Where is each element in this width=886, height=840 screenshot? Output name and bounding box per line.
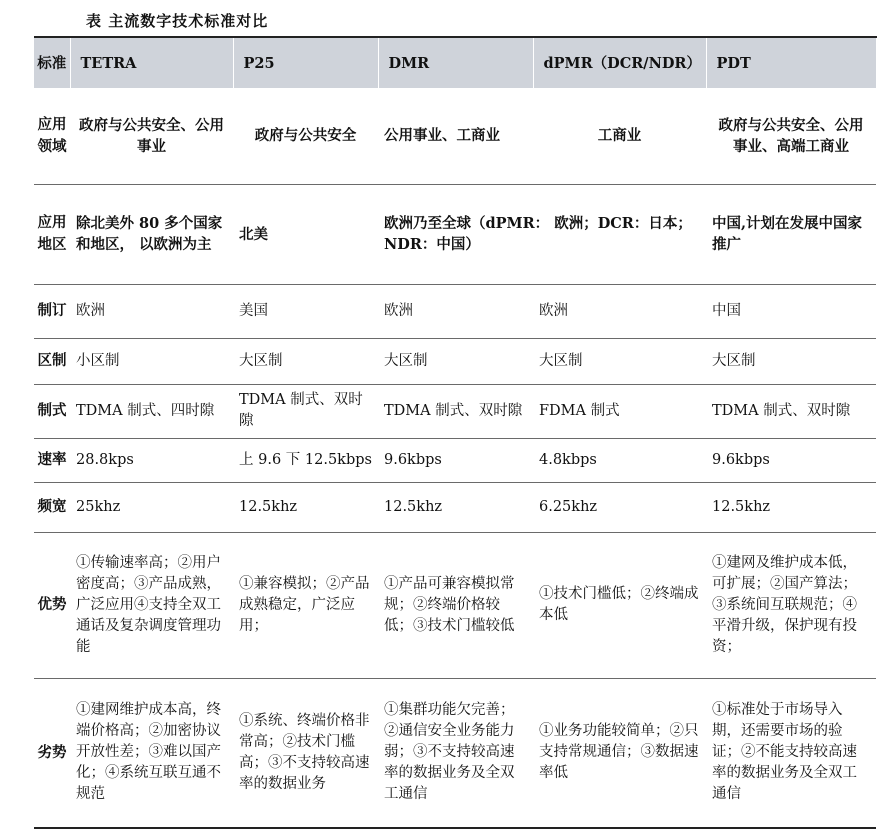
table-cell: 12.5khz [712, 498, 771, 515]
header-pdt: PDT [706, 37, 876, 88]
header-dpmr: dPMR（DCR/NDR） [533, 37, 706, 88]
table-header-row [34, 37, 876, 88]
table-cell: TDMA 制式、双时隙 [712, 402, 851, 419]
standards-comparison-table [34, 36, 877, 829]
table-cell: TDMA 制式、双时隙 [239, 392, 363, 429]
table-cell: 欧洲 [76, 302, 105, 319]
table-cell: 政府与公共安全 [254, 127, 357, 145]
table-cell: 9.6kbps [384, 451, 442, 468]
table-cell: ①标准处于市场导入期，还需要市场的验证；②不能支持较高速率的数据业务及全双工通信 [712, 702, 857, 803]
table-cell: 美国 [239, 302, 268, 319]
row-label: 应用地区 [37, 214, 67, 253]
table-cell: ①建网及维护成本低，可扩展；②国产算法；③系统间互联规范；④平滑升级，保护现有投资； [712, 554, 857, 655]
table-row [34, 532, 876, 678]
table-cell: FDMA 制式 [539, 402, 620, 419]
row-label: 速率 [37, 451, 67, 468]
table-row [34, 284, 876, 338]
table-cell: ①系统、终端价格非常高；②技术门槛高；③不支持较高速率的数据业务 [239, 712, 370, 792]
table-cell: ①兼容模拟；②产品成熟稳定，广泛应用； [239, 575, 370, 634]
header-standard: 标准 [34, 37, 70, 88]
table-row [34, 384, 876, 438]
row-label: 频宽 [37, 498, 67, 515]
table-cell: ①产品可兼容模拟常规；②终端价格较低；③技术门槛较低 [384, 575, 515, 634]
table-cell: 欧洲乃至全球（dPMR： 欧洲；DCR：日本；NDR：中国） [384, 215, 692, 253]
table-row [34, 338, 876, 384]
table-cell: 欧洲 [384, 302, 413, 319]
table-cell: 中国,计划在发展中国家推广 [712, 215, 863, 253]
table-cell: 公用事业、工商业 [384, 127, 500, 145]
row-label: 制式 [37, 402, 67, 419]
table-cell: 上 9.6 下 12.5kbps [239, 451, 372, 468]
header-tetra: TETRA [70, 37, 233, 88]
row-label: 应用领域 [37, 115, 67, 155]
table-cell: 大区制 [239, 352, 283, 369]
table-cell: 中国 [712, 302, 741, 319]
row-label: 制订 [37, 302, 67, 319]
table-cell: 9.6kbps [712, 451, 770, 468]
table-cell: 大区制 [539, 352, 583, 369]
table-cell: 大区制 [384, 352, 428, 369]
table-cell: 工商业 [597, 127, 642, 145]
table-cell: 大区制 [712, 352, 756, 369]
table-cell: 除北美外 80 多个国家和地区， 以欧洲为主 [76, 215, 223, 253]
table-caption: 表 主流数字技术标准对比 [86, 12, 269, 30]
table-cell: 28.8kps [76, 451, 134, 468]
table-cell: 12.5khz [384, 498, 443, 515]
table-cell: TDMA 制式、双时隙 [384, 402, 523, 419]
table-cell: ①传输速率高；②用户密度高；③产品成熟，广泛应用④支持全双工通话及复杂调度管理功能 [76, 554, 221, 655]
table-cell: 12.5khz [239, 498, 298, 515]
table-cell: ①技术门槛低；②终端成本低 [539, 586, 699, 623]
table-row [34, 184, 876, 284]
table-cell: 北美 [239, 225, 268, 243]
row-label: 区制 [37, 352, 67, 369]
table-cell: 6.25khz [539, 498, 598, 515]
table-cell: 小区制 [76, 352, 120, 369]
table-row [34, 438, 876, 482]
header-dmr: DMR [378, 37, 533, 88]
table-cell: 政府与公共安全、公用事业 [79, 116, 224, 155]
table-cell: ①集群功能欠完善；②通信安全业务能力弱；③不支持较高速率的数据业务及全双工通信 [384, 702, 515, 803]
table-row [34, 482, 876, 532]
table-cell: 25khz [76, 498, 121, 515]
table-row [34, 678, 876, 828]
table-cell: TDMA 制式、四时隙 [76, 402, 215, 419]
table-cell: ①建网维护成本高，终端价格高；②加密协议开放性差；③难以国产化；④系统互联互通不规范 [76, 702, 221, 803]
table-cell: 欧洲 [539, 302, 568, 319]
table-cell: ①业务功能较简单；②只支持常规通信；③数据速率低 [539, 723, 699, 782]
row-label: 优势 [37, 596, 67, 613]
table-cell: 4.8kbps [539, 451, 597, 468]
table-row [34, 88, 876, 184]
header-p25: P25 [233, 37, 378, 88]
row-label: 劣势 [37, 743, 67, 761]
table-cell: 政府与公共安全、公用事业、高端工商业 [718, 116, 864, 155]
